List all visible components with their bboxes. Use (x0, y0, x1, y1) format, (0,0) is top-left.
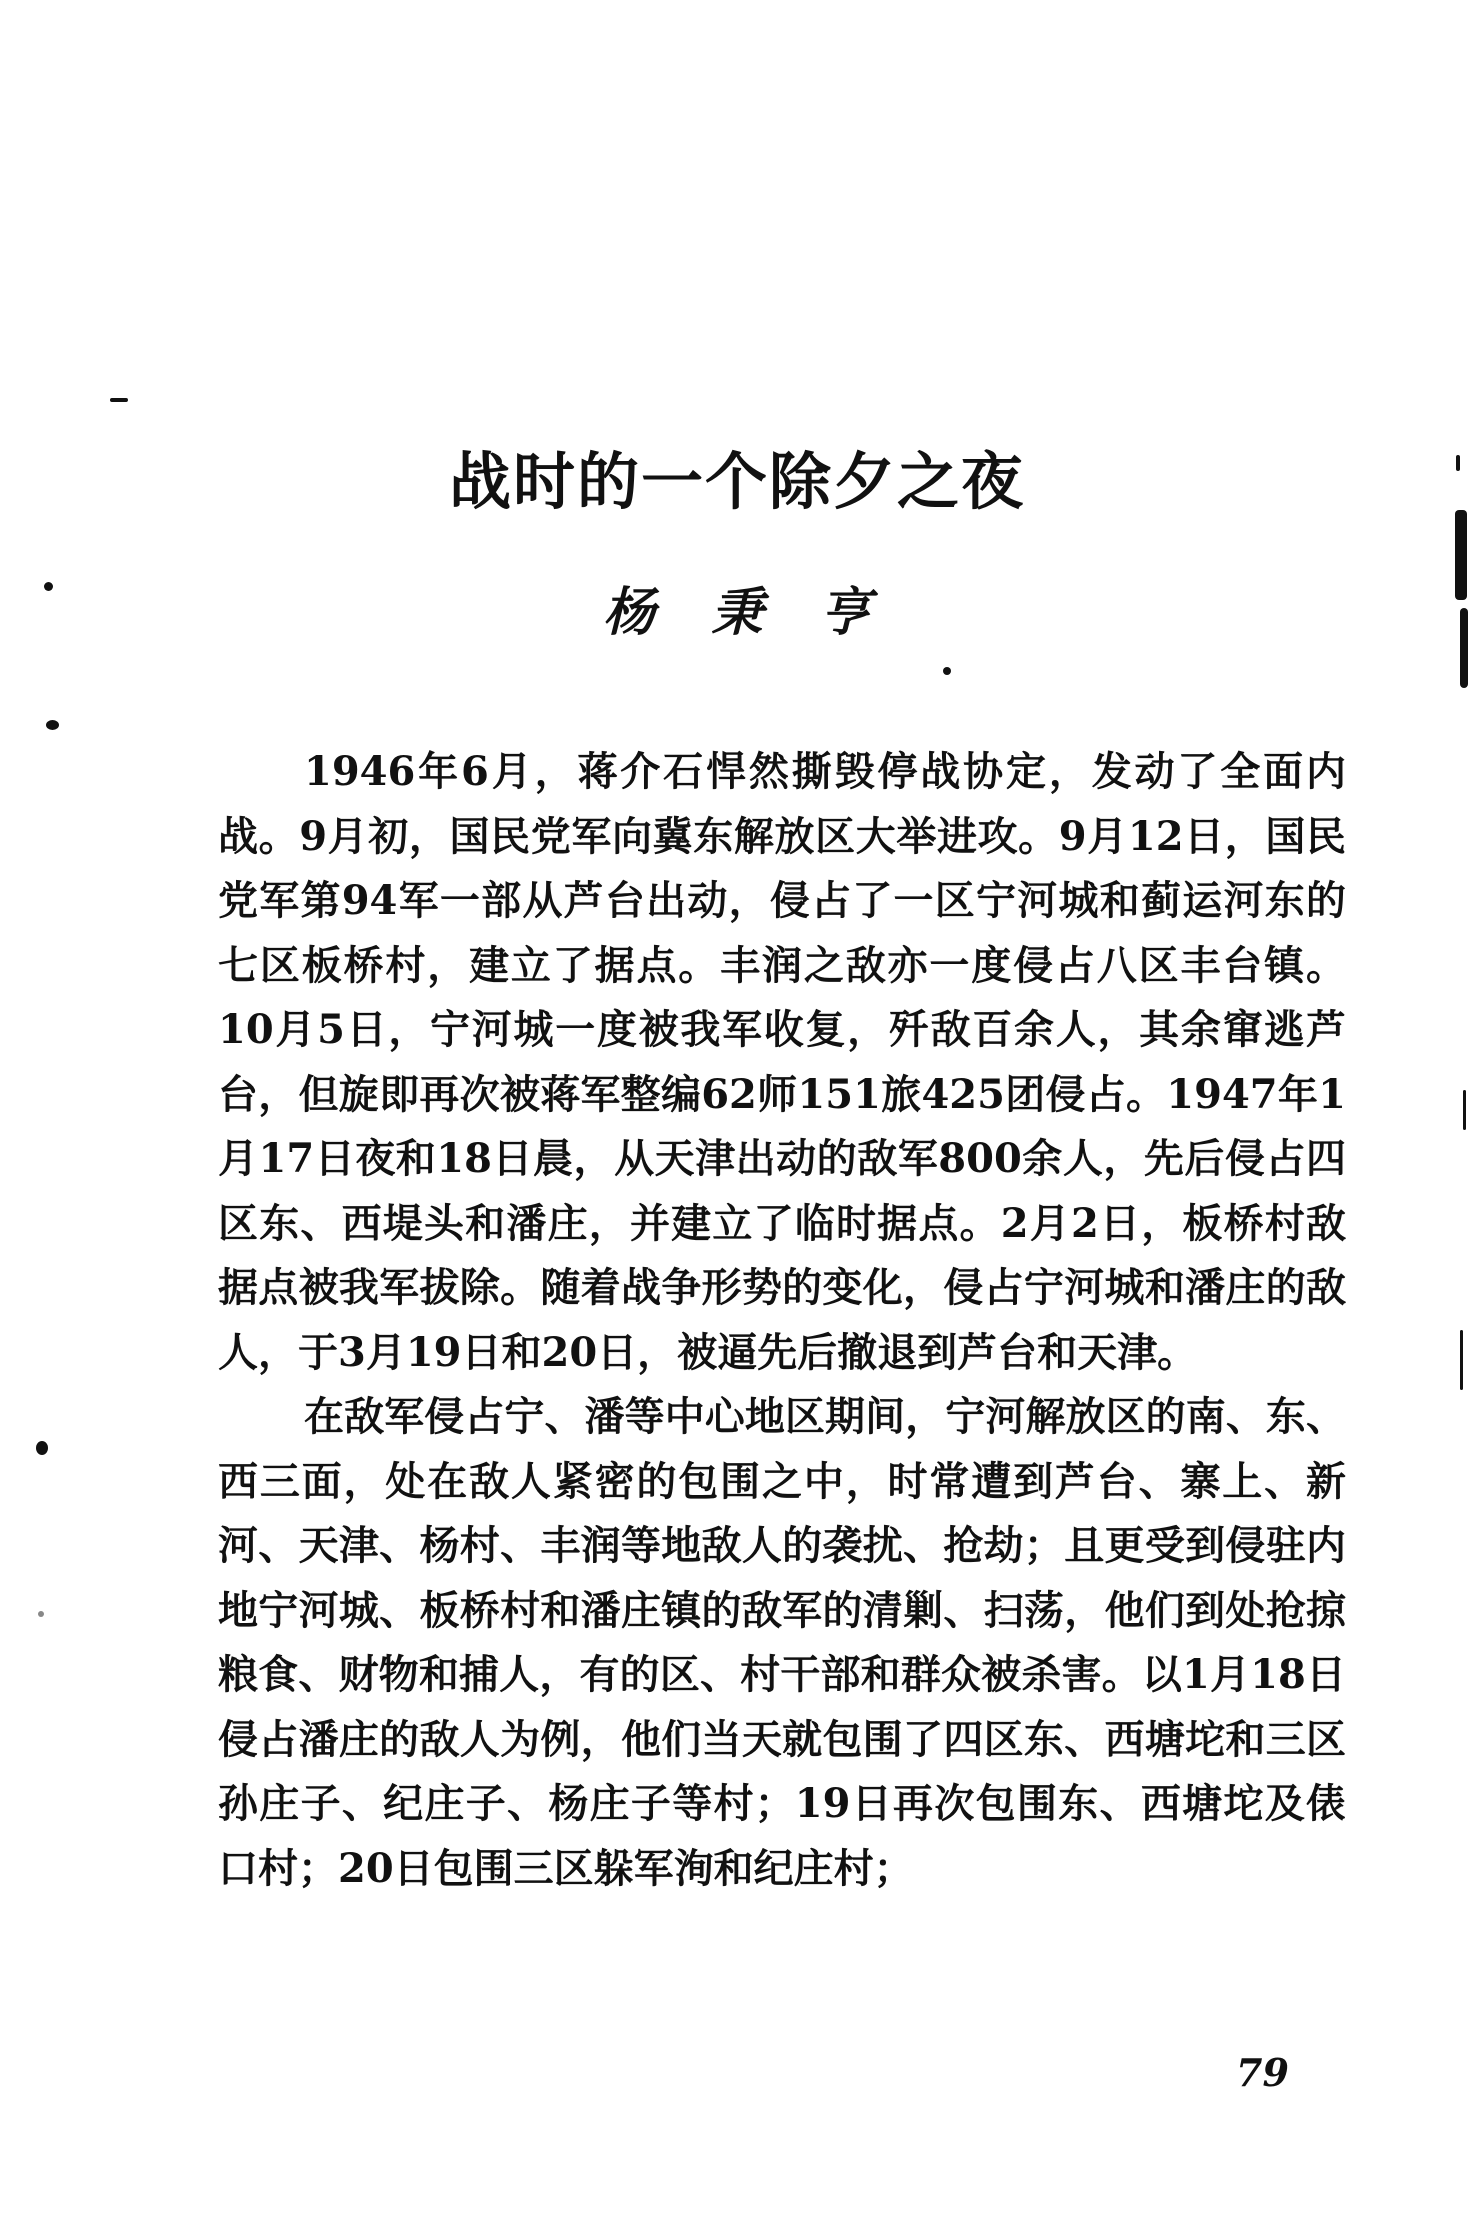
article-body (218, 740, 1346, 1901)
scan-speck (36, 1441, 48, 1455)
article-title: 战时的一个除夕之夜 (448, 444, 1025, 518)
page-number: 79 (1236, 2050, 1289, 2095)
scan-mark-right-bar (1463, 1090, 1466, 1130)
scan-mark-right-bar (1460, 1330, 1463, 1390)
scan-speck (46, 720, 59, 730)
scan-mark-left-dash (110, 398, 128, 402)
paragraph-1: 1946年6月，蒋介石悍然撕毁停战协定，发动了全面内战。9月初，国民党军向冀东解放区大举进攻。9月12日，国民党军第94军一部从芦台出动，侵占了一区宁河城和蓟运河东的七区板桥村，建立了据点。丰润之敌亦一度侵占八区丰台镇。10月5日，宁河城一度被我军收复，歼敌百余人，其余窜逃芦台，但旋即再次被蒋军整编62师151旅425团侵占。1947年1月17日夜和18日晨，从天津出动的敌军800余人，先后侵占四区东、西堤头和潘庄，并建立了临时据点。2月2日，板桥村敌据点被我军拔除。随着战争形势的变化，侵占宁河城和潘庄的敌人，于3月19日和20日，被逼先后撤退到芦台和天津。 (218, 748, 1346, 1376)
scan-speck (943, 667, 951, 675)
scan-speck (38, 1611, 44, 1617)
paragraph-2: 在敌军侵占宁、潘等中心地区期间，宁河解放区的南、东、西三面，处在敌人紧密的包围之中，时常遭到芦台、寨上、新河、天津、杨村、丰润等地敌人的袭扰、抢劫；且更受到侵驻内地宁河城、板桥村和潘庄镇的敌军的清剿、扫荡，他们到处抢掠粮食、财物和捕人，有的区、村干部和群众被杀害。以1月18日侵占潘庄的敌人为例，他们当天就包围了四区东、西塘坨和三区孙庄子、纪庄子、杨庄子等村；19日再次包围东、西塘坨及俵口村；20日包围三区躲军洵和纪庄村； (218, 1393, 1346, 1892)
author-name: 杨秉亨 (602, 582, 927, 643)
